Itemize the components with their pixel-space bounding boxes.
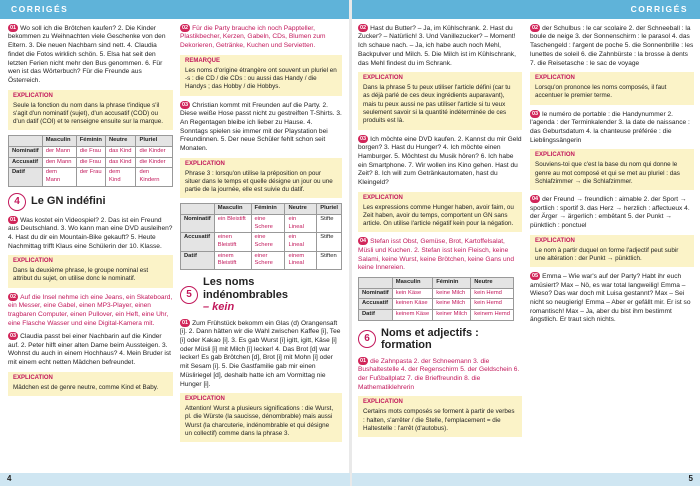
exercise-2: 03 Ich möchte eine DVD kaufen. 2. Kannst du mir Geld borgen? 3. Hast du Hunger? 4. Ich möchte einen Hamburger. 5. Möchtest du Musik hören? 6. Ich habe ein Smartphone. 7. Wir wollen ins Kino gehen. Hast du Zeit? 8. Ich will zum Getränkautomaten, hast du Kleingeld? [358,135,522,186]
page-number-right: 5 [688,474,693,484]
exercise-2: 03 Christian kommt mit Freunden auf die Party. 2. Diese weiße Hose passt nicht zu gestreiften T-Shirts. 3. An Regentagen bleibe ich lieber zu Hause. 4. Sonntags spielen sie immer mit der Playstation bei Freundinnen. 5. Der neue Schüler fehlt schon seit Monaten. [180,101,342,152]
explanation-box: EXPLICATION Dans la deuxième phrase, le groupe nominal est attribut du sujet, on utilise donc le nominatif. [8,255,173,288]
exercise-3: 04 Stefan isst Obst, Gemüse, Brot, Kartoffelsalat, Müsli und Kuchen. 2. Stefan isst kein Fleisch, keine Salami, keine Wurst, keine Brötchen, keine Gans und keine Innereien. [358,238,515,272]
explanation-box: EXPLICATION Les expressions comme Hunger haben, avoir faim, ou Zeit haben, avoir du temps, comportent un GN sans article. On utilise l'article négatif kein pour la négation. [358,192,522,233]
footer-band-left [0,473,350,486]
exercise-1: 02 der Schulbus : le car scolaire 2. der Schneeball : la boule de neige 3. der Sonnenschirm : le parasol 4. das Taschengeld : l'argent de poche 5. die Sonnenbrille : les lunettes de soleil 6. die Zahnbürste : la brosse à dents 7. die Reisetasche : le sac de voyage [530,24,694,67]
header-left: CORRIGÉS [0,0,350,19]
explanation-box: EXPLICATION Phrase 3 : lorsqu'on utilise la préposition on pour situer dans le temps et quelle désigne un jour ou une partie de la journée, elle est suivie du datif. [180,158,342,199]
section-6-heading: 6 Noms et adjectifs : formation [358,327,522,352]
column-4 [530,24,694,329]
exercise-2: 03 le numéro de portable : die Handynummer 2. l'agenda : der Terminkalender 3. la date de naissance : das Geburtsdatum 4. la chanteuse préférée : die Lieblingssängerin [530,110,690,144]
declension-table-2: Masculin Féminin Neutre Pluriel Nominatif ein Bleistift eine Schere ein Lineal Stifte Accusatif einen Bleistift eine Schere ein Lineal Stifte Datif einem Bleistift einer Schere einem Lineal Stiften [180,203,342,269]
column-2 [180,24,342,447]
exercise-1: 02 Hast du Butter? – Ja, im Kühlschrank. 2. Hast du Zucker? – Natürlich! 3. Und Vanillezucker? – Moment! Ich schaue nach. – Ja, ich habe auch noch Mehl, Backpulver und Milch. 5. Die Milch ist im Kühlschrank, das Mehl findest du im Schrank. [358,24,516,67]
page-number-left: 4 [7,474,12,484]
explanation-box: EXPLICATION Le nom à partir duquel on forme l'adjectif peut subir une altération : der Punkt → pünktlich. [530,235,694,268]
explanation-box: EXPLICATION Attention! Wurst a plusieurs significations : die Wurst, pl. die Würste (la saucisse, dénombrable) mais aussi Wurst (la charcuterie, indénombrable et qui désigne un collectif) comme dans la phrase 3. [180,393,342,442]
exercise-2: 01 Was kostet ein Videospiel? 2. Das ist ein Freund aus Deutschland. 3. Wo kann man eine DVD ausleihen? 4. Hast du dir ein Mountain-Bike gekauft? 5. Heute Nachmittag trifft Klaus eine Schülerin der 10. Klasse. [8,216,173,250]
book-spine [349,0,352,486]
exercise-4: 01 die Zahnpasta 2. der Schneemann 3. die Bushaltestelle 4. der Regenschirm 5. der Geldschein 6. der Fußballplatz 7. die Brieffreundin 8. die Mathematiklehrerin [358,357,520,391]
explanation-box: EXPLICATION Souviens-toi que c'est la base du nom qui donne le genre au mot composé et qui se met au pluriel : das Schlafzimmer → die Schlafzimmer. [530,149,694,190]
footer-band-right [352,473,700,486]
exercise-3: 02 Auf die Insel nehme ich eine Jeans, ein Skateboard, ein Messer, eine Gabel, einen MP3-Player, einen tragbaren Computer, einen Pullover, ein Heft, eine Uhr, eine Flasche Wasser und eine Digital-Kamera mit. [8,293,173,327]
section-5-heading: 5 Les noms indénombrables – kein [180,276,342,314]
exercise-1: 01 Wo soll ich die Brötchen kaufen? 2. Die Kinder bekommen zu Weihnachten viele Geschenke von den Eltern. 3. Die neuen Nachbarn sind nett. 4. Claudia findet die Fotos wirklich schön. 5. Elsa hat seit den letzten Ferien nicht mehr den Bus genommen. 6. Für wen ist das Wörterbuch? Für die Freunde aus Österreich. [8,24,166,84]
declension-table-3: Masculin Féminin Neutre Nominatif kein Käse keine Milch kein Hemd Accusatif keinen Käse keine Milch kein Hemd Datif keinem Käse keiner Milch keinem Hemd [358,277,514,321]
declension-table-1: Masculin Féminin Neutre Pluriel Nominatif der Mann die Frau das Kind die Kinder Accusatif den Mann die Frau das Kind die Kinder Datif dem Mann der Frau dem Kind den Kindern [8,135,173,186]
exercise-4: 05 Emma – Wie war's auf der Party? Habt ihr euch amüsiert? Max – Nö, es war total langweilig! Emma – Wieso? Das war doch mit Luisa gestannt? Max – Sei nicht so neugierig! Emma – Aber er gefällt mir. Er ist so romantisch! Max – Ja, aber du bist ihm bestimmt ängstlich. Er traut sich nichts. [530,272,691,324]
exercise-4: 03 Claudia passt bei einer Nachbarin auf die Kinder auf. 2. Peter hilft einer alten Dame beim Aussteigen. 3. Wohnst du auch in einem Hochhaus? 4. Mein Bruder ist mit einem echt netten Mädchen befreundet. [8,333,171,367]
exercise-3: 04 der Freund → freundlich : aimable 2. der Sport → sportlich : sportif 3. das Herz → herzlich : affectueux 4. der Ärger → ärgerlich : embêtant 5. der Punkt → pünktlich : ponctuel [530,195,690,229]
header-right: CORRIGÉS [352,0,700,19]
remark-box: REMARQUE Les noms d'origine étrangère ont souvent un pluriel en -s : die CD / die CDs : ou aussi das Handy / die Handys ; das Hobby / die Hobbys. [180,55,342,96]
explanation-box: EXPLICATION Dans la phrase 5 tu peux utiliser l'article défini (car tu as déjà parlé de ces deux ingrédients auparavant), mais tu peux aussi ne pas utiliser l'article si tu veux seulement savoir si la quantité indéterminée de ces produits est là. [358,72,522,129]
explanation-box: EXPLICATION Mädchen est de genre neutre, comme Kind et Baby. [8,372,173,396]
exercise-1: 02 Für die Party brauche ich noch Pappteller, Plastikbecher, Kerzen, Gabeln, CDs, Blumen zum Dekorieren, Getränke, Kuchen und Servietten. [180,24,326,50]
explanation-box: EXPLICATION Certains mots composés se forment à partir de verbes : halten, s'arrêter / die Stelle, l'emplacement = die Haltestelle : l'arrêt (d'autobus). [358,396,522,437]
column-1 [8,24,173,401]
explanation-box: EXPLICATION Lorsqu'on prononce les noms composés, il faut accentuer le premier terme. [530,72,694,105]
section-4-heading: 4 Le GN indéfini [8,193,173,211]
exercise-3: 01 Zum Frühstück bekomm ein Glas (d) Orangensaft [i]. 2. Dann hätten wir die Wahl zwischen Kaffee [i], Tee [i] oder Kakao [i]. 3. Es gab Wurst [i] igitt, igitt, Käse [i] oder Müsli [i] mit Milch [i] lecker! 4. Das Brot [d] war lecker! Es gab Brötchen [d], Brot [i] mit Mohn [i] oder mit Sesam [i]. 5. Die Gastfamilie gab mir einen Müsliriegel [d], deshalb hatte ich am Vormittag nie Hunger [i]. [180,319,341,388]
explanation-box: EXPLICATION Seule la fonction du nom dans la phrase t'indique s'il s'agit d'un nominatif (sujet), d'un accusatif (COD) ou d'un datif (COI) et te renseigne ensuite sur la marque. [8,90,173,131]
column-3 [358,24,522,442]
